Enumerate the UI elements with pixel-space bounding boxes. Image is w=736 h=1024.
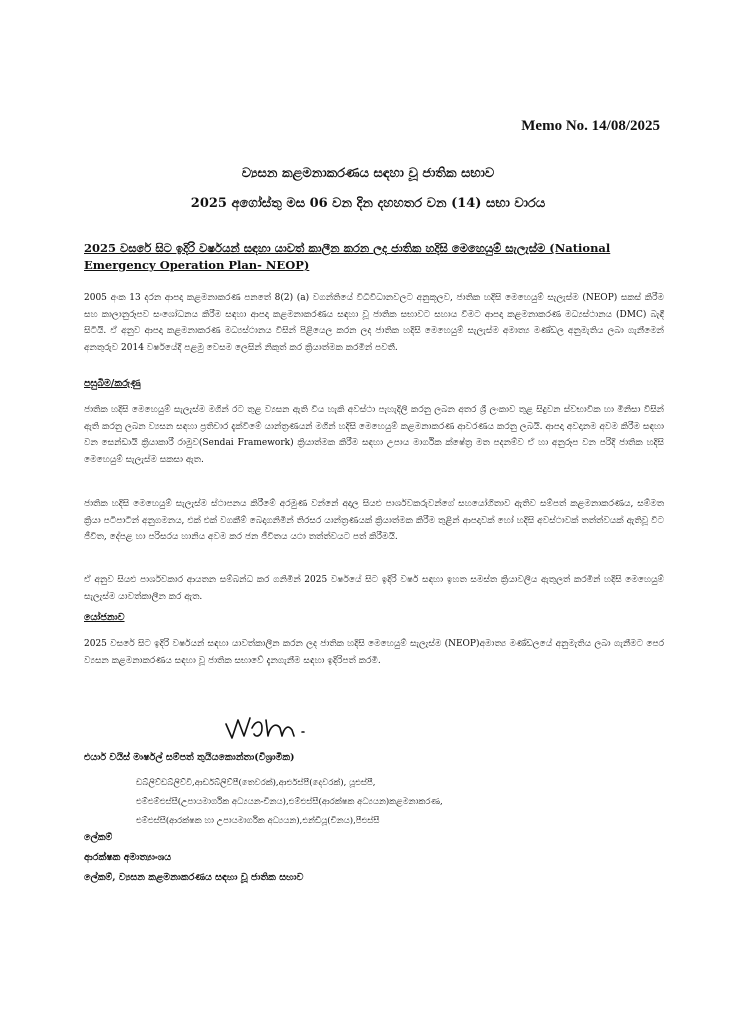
section-heading-proposal: යෝජනාව <box>84 612 125 623</box>
designation-secretary: ලේකම් <box>84 832 113 843</box>
decorations-line: එම්එම්එස්සී(උපායමාර්ගික අධ්‍යයන-චීනය),එම්එස්සී(ආරක්ෂක අධ්‍යයන)කළමනාකරණ, <box>136 797 443 807</box>
signatory-decorations <box>136 774 656 831</box>
background-paragraph-3: ඒ අනුව සියළු පාර්ශවකාර ආයතන සම්බන්ධ කර ගනිමින් 2025 වර්ෂයේ සිට ඉදිරි වර්ෂ සඳහා ඉහත සමස්ත ක්‍රියාවලිය ඇතුලත් කරමින් හදිසි මෙහෙයුම් සැලැස්ම යාවත්කාලීන කර ඇත. <box>84 575 664 602</box>
document-subtitle: 2025 අගෝස්තු මස 06 වන දින දහහතර වන (14) සභා වාරය <box>190 196 546 211</box>
decorations-line: ඩබ්ලිව්ඩබ්ලිව්වී,ආර්ඩබ්ලිව්පී(තෙවරක්),ආර්එස්පී(දෙවරක්), යූඑස්පී, <box>136 778 376 788</box>
decorations-line: එම්එස්සී(ආරක්ෂක හා උපායමාර්ගික අධ්‍යයන),එන්ඩීයූ(චීනය),පීඑස්සී <box>136 816 380 826</box>
memo-number: Memo No. 14/08/2025 <box>521 118 660 134</box>
intro-paragraph: 2005 අංක 13 දරන ආපදා කළමනාකරණ පනතේ 8(2) (a) වගන්තියේ විධිවිධානවලට අනුකූලව, ජාතික හදිසි මෙහෙයුම් සැලැස්ම (NEOP) සකස් කිරීම සහ කාලානුරූපව සංශෝධනය කිරීම සඳහා ආපදා කළමනාකරණය සඳහා වූ ජාතික සභාවට සහාය වීමට ආපදා කළමනාකරණ මධ්‍යස්ථානය (DMC) බැඳී සිටියි. ඒ අනුව ආපදා කළමනාකරණ මධ්‍යස්ථානය විසින් පිළියෙල කරන ලද ජාතික හදිසි මෙහෙයුම් සැලැස්ම අමාත්‍ය මණ්ඩල අනුමැතිය ලබා ගැනීමෙන් අනතුරුව 2014 වර්ෂයේදී පළමු වෙසම ලෙසින් නිකුත් කර ක්‍රියාත්මක කරමින් පවතී. <box>84 293 664 353</box>
document-title: ව්‍යසන කළමනාකරණය සඳහා වූ ජාතික සභාව <box>241 166 495 181</box>
designation-ministry: ආරක්ෂක අමාත්‍යාංශය <box>84 852 172 863</box>
subject-heading: 2025 වසරේ සිට ඉදිරි වර්ෂයන් සඳහා යාවත් කාලීන කරන ලද ජාතික හදිසි මෙහෙයුම් සැලැස්ම (National Emergency Operation Plan- NEOP) <box>84 241 611 272</box>
background-paragraph-1: ජාතික හදිසි මෙහෙයුම් සැලැස්ම මගින් රට තුළ ව්‍යසන ඇති විය හැකි අවස්ථා පැහැදිලි කරනු ලබන අතර ශ්‍රී ලංකාව තුළ සිදුවන ස්වභාවික හා මිනිසා විසින් ඇති කරනු ලබන ව්‍යසන සඳහා ප්‍රතිචාර දැක්වීමේ යාන්ත්‍රණයන් මගින් හදිසි මෙහෙයුම් කළමනාකරණ ආවරණය කරනු ලබයි. ආපදා අවදානම අවම කිරීම සඳහා වන සෙන්ඩායි ක්‍රියාකාරී රාමුව(Sendai Framework) ක්‍රියාත්මක කිරීම සඳහා උපාය මාර්ගික ක්ෂේත්‍ර මත පදනම්ව ඒ හා අනුරූප වන පරිදි ජාතික හදිසි මෙහෙයුම් සැලැස්ම සකසා ඇත. <box>84 405 664 465</box>
signatory-name: එයාර් වයිස් මාර්ෂල් සම්පත් තුයියකොන්තා(විශ්‍රාමික) <box>84 752 295 763</box>
handwritten-signature <box>222 706 322 746</box>
section-heading-background: පසුබිම/කරුණු <box>84 378 141 389</box>
proposal-paragraph: 2025 වසරේ සිට ඉදිරි වර්ෂයන් සඳහා යාවත්කාලීන කරන ලද ජාතික හදිසි මෙහෙයුම් සැලැස්ම (NEOP)අමාත්‍ය මණ්ඩලයේ අනුමැතිය ලබා ගැනීමට පෙර ව්‍යසන කළමනාකරණය සඳහා වූ ජාතික සභාවේ දැනගැනීම සඳහා ඉදිරිපත් කරමි. <box>84 639 664 666</box>
designation-council-secretary: ලේකම්, ව්‍යසන කළමනාකරණය සඳහා වූ ජාතික සභාව <box>84 872 304 883</box>
background-paragraph-2: ජාතික හදිසි මෙහෙයුම් සැලැස්ම ස්ථාපනය කිරීමේ අරමුණ වන්නේ අදාල සියළු පාර්ශවකරුවන්ගේ සහයෝගිතාව ඇතිව සම්පත් කළමනාකරණය, සම්මත ක්‍රියා පටිපාටින් අනුගමනය, එක් එක් වගකීම් බෙදාගනිමින් තිරසර යාන්ත්‍රණයක් ක්‍රියාත්මක කිරීම තුළින් ආපදාවක් හෝ හදිසි අවස්ථාවක් තත්ත්වයක් ඇතිවූ විට ජීවිත, දේපළ හා පරිසරය හානිය අවම කර ජන ජීවිතය යථා තත්ත්වයට පත් කිරීමයි. <box>84 499 664 542</box>
